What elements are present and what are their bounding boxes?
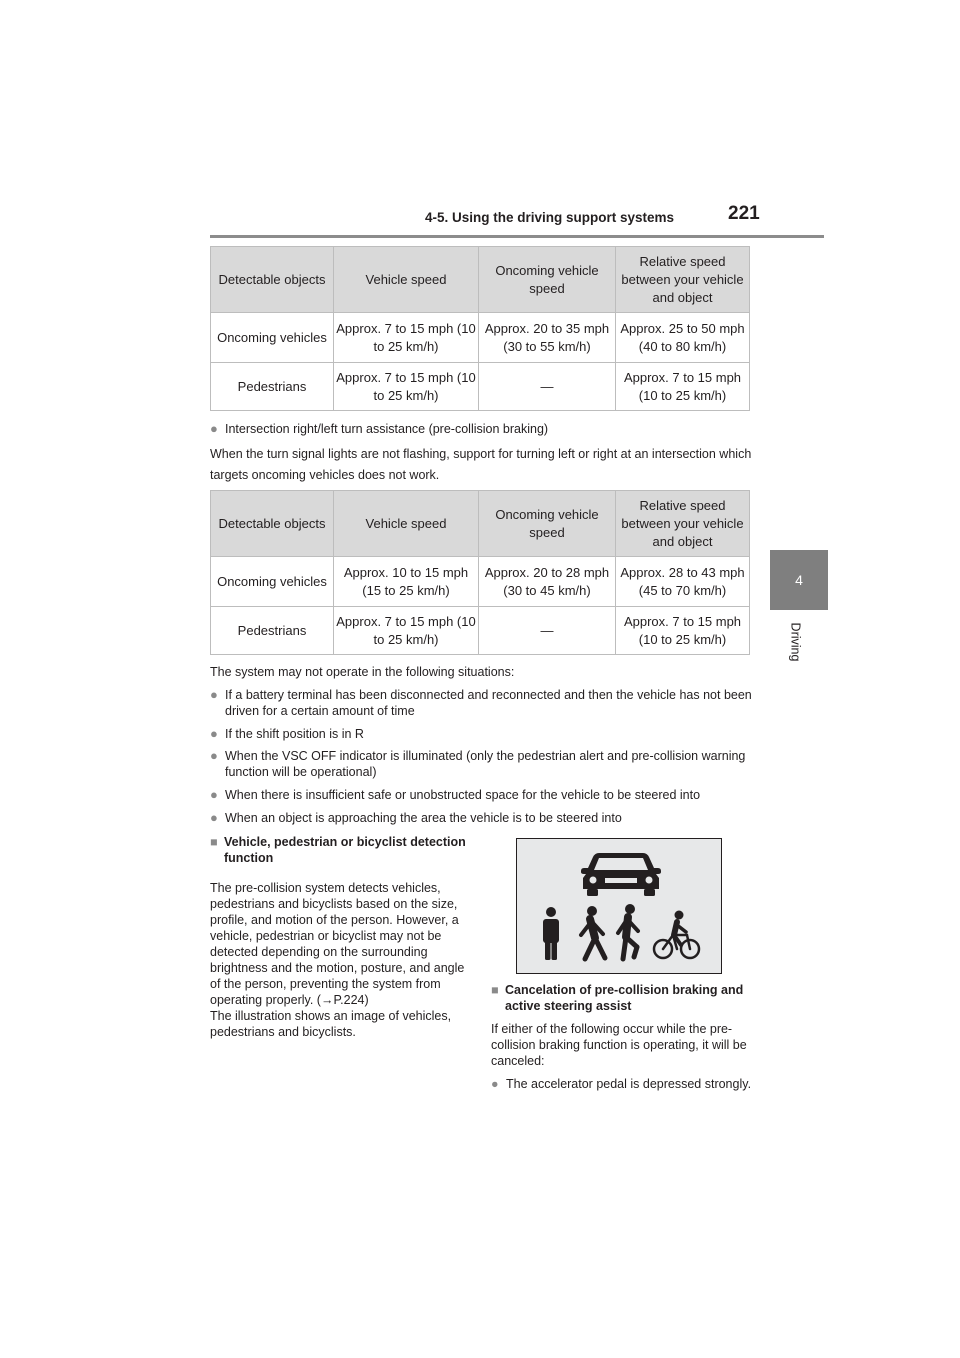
table-cell: Approx. 25 to 50 mph (40 to 80 km/h) <box>616 313 750 363</box>
table-cell: Approx. 7 to 15 mph (10 to 25 km/h) <box>334 363 479 411</box>
cancelation-heading-text: Cancelation of pre-collision braking and active steering assist <box>505 983 744 1013</box>
speed-table-1 <box>210 246 750 411</box>
section-title: 4-5. Using the driving support systems <box>425 210 675 225</box>
bullet-dot: ● <box>491 1077 499 1091</box>
header-cell: Vehicle speed <box>334 491 479 557</box>
cancelation-body: If either of the following occur while the pre-collision braking function is operating, it will be canceled: <box>491 1022 747 1068</box>
walking-person-icon <box>581 906 605 959</box>
bicyclist-icon <box>654 911 699 959</box>
table-row <box>211 313 750 363</box>
detection-heading-text: Vehicle, pedestrian or bicyclist detection function <box>224 835 466 865</box>
square-bullet-icon: ■ <box>491 983 499 997</box>
table-cell: — <box>479 607 616 655</box>
table-header-row <box>211 491 750 557</box>
standing-person-icon <box>543 907 559 960</box>
running-person-icon <box>618 904 638 959</box>
bullet-dot: ● <box>210 687 218 702</box>
table-cell: Approx. 28 to 43 mph (45 to 70 km/h) <box>616 557 750 607</box>
detection-heading <box>210 834 468 866</box>
situation-item <box>210 687 755 719</box>
situation-text: When there is insufficient safe or unobstructed space for the vehicle to be steered into <box>225 788 701 802</box>
square-bullet-icon: ■ <box>210 835 218 849</box>
detection-illustration-note: The illustration shows an image of vehicles, pedestrians and bicyclists. <box>210 1009 452 1039</box>
table-cell: Approx. 7 to 15 mph (10 to 25 km/h) <box>616 363 750 411</box>
header-cell: Detectable objects <box>211 247 334 313</box>
header-cell: Oncoming vehicle speed <box>479 491 616 557</box>
header-cell: Relative speed between your vehicle and object <box>616 247 750 313</box>
table-cell: Approx. 7 to 15 mph (10 to 25 km/h) <box>334 607 479 655</box>
table-cell: Approx. 10 to 15 mph (15 to 25 km/h) <box>334 557 479 607</box>
cancelation-bullet-text: The accelerator pedal is depressed strongly. <box>506 1077 752 1091</box>
bullet-dot: ● <box>210 421 218 436</box>
cancelation-bullet <box>491 1076 753 1092</box>
chapter-label-text: Driving <box>788 622 803 662</box>
header-cell: Vehicle speed <box>334 247 479 313</box>
table-cell: — <box>479 363 616 411</box>
intersection-bullet-text: Intersection right/left turn assistance (pre-collision braking) <box>225 422 549 436</box>
speed-table-2 <box>210 490 750 655</box>
table-row <box>211 607 750 655</box>
table-cell: Oncoming vehicles <box>211 313 334 363</box>
bullet-dot: ● <box>210 748 218 763</box>
header-rule <box>210 235 824 238</box>
intersection-note: When the turn signal lights are not flashing, support for turning left or right at an intersection which targets oncoming vehicles does not work. <box>210 447 752 482</box>
chapter-tab: 4 <box>770 550 828 610</box>
situations-intro: The system may not operate in the following situations: <box>210 665 515 679</box>
bullet-dot: ● <box>210 726 218 741</box>
detection-body: The pre-collision system detects vehicles, pedestrians and bicyclists based on the size, profile, and motion of the person. However, a vehicle, pedestrian or bicyclist may not be detected depending on the surrounding brightness and the motion, posture, and angle of the person, preventing the system from operating properly. (→P.224) <box>210 881 465 1007</box>
table-cell: Oncoming vehicles <box>211 557 334 607</box>
situation-text: If the shift position is in R <box>225 727 364 741</box>
page-number: 221 <box>728 203 760 224</box>
detectable-objects-illustration <box>516 838 722 974</box>
situation-text: If a battery terminal has been disconnected and reconnected and then the vehicle has not been driven for a certain amount of time <box>225 688 752 718</box>
car-icon <box>581 853 661 896</box>
chapter-label <box>790 620 810 670</box>
table-cell: Approx. 20 to 28 mph (30 to 45 km/h) <box>479 557 616 607</box>
table-cell: Pedestrians <box>211 363 334 411</box>
header-cell: Oncoming vehicle speed <box>479 247 616 313</box>
table-row <box>211 557 750 607</box>
table-row <box>211 363 750 411</box>
cancelation-section <box>491 982 753 1092</box>
header-cell: Detectable objects <box>211 491 334 557</box>
situation-item <box>210 787 755 803</box>
bullet-dot: ● <box>210 810 218 825</box>
situation-item <box>210 810 755 826</box>
bullet-dot: ● <box>210 787 218 802</box>
detection-section <box>210 834 468 1040</box>
situation-text: When the VSC OFF indicator is illuminated (only the pedestrian alert and pre-collision warning function will be operational) <box>225 749 746 779</box>
table-cell: Approx. 20 to 35 mph (30 to 55 km/h) <box>479 313 616 363</box>
intersection-bullet <box>210 421 755 437</box>
situation-item <box>210 726 755 742</box>
illustration-svg <box>517 839 723 975</box>
table-cell: Approx. 7 to 15 mph (10 to 25 km/h) <box>616 607 750 655</box>
table-cell: Approx. 7 to 15 mph (10 to 25 km/h) <box>334 313 479 363</box>
cancelation-heading <box>491 982 753 1014</box>
situation-item <box>210 748 755 780</box>
table-header-row <box>211 247 750 313</box>
header-cell: Relative speed between your vehicle and object <box>616 491 750 557</box>
situation-text: When an object is approaching the area the vehicle is to be steered into <box>225 811 622 825</box>
table-cell: Pedestrians <box>211 607 334 655</box>
